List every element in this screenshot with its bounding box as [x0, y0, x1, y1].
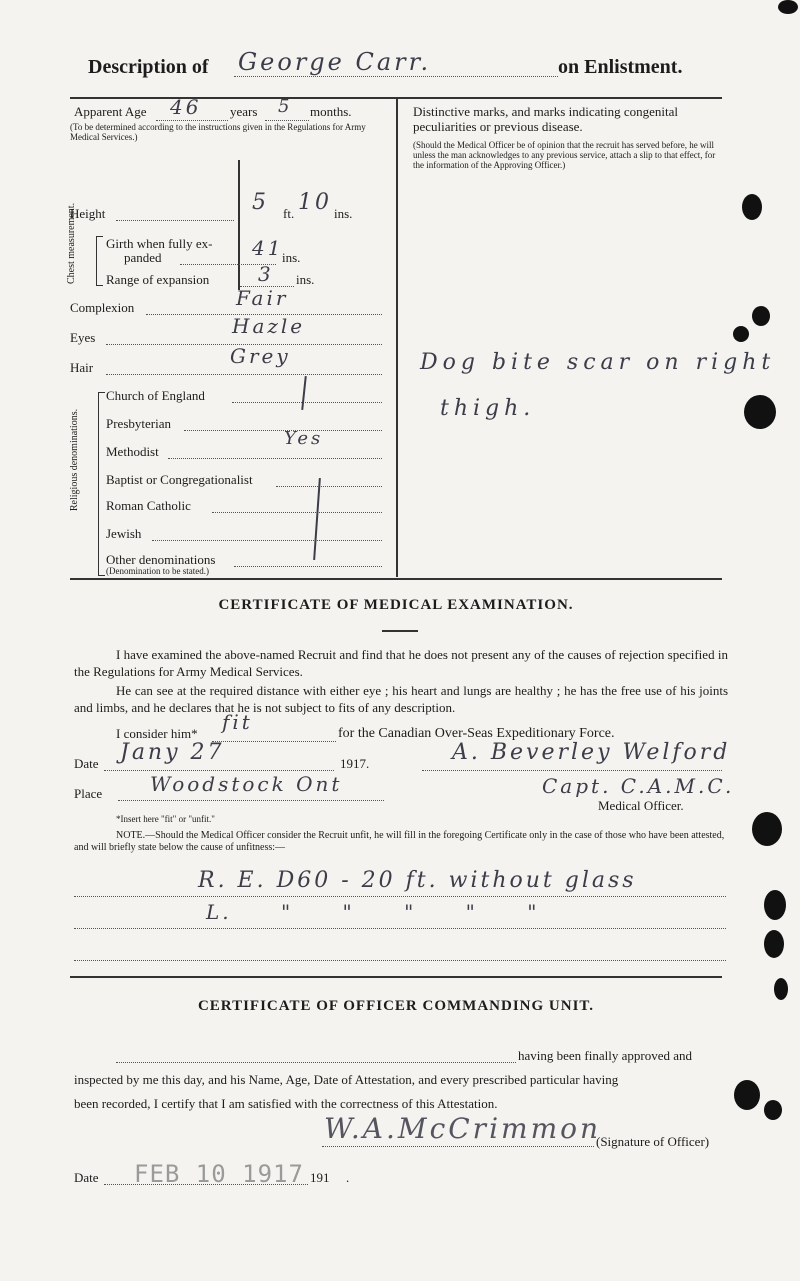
distinctive-marks-title-1: Distinctive marks, and marks indicating congenital: [413, 104, 678, 119]
date-line: [104, 770, 334, 771]
unfit-line-2: [74, 928, 726, 929]
eyes-value: Hazle: [232, 314, 306, 338]
medical-officer-label: Medical Officer.: [598, 798, 684, 813]
unfit-reason-1: R. E. D60 - 20 ft. without glass: [198, 868, 637, 893]
religion-label: Jewish: [106, 526, 142, 541]
medical-paragraph-1: I have examined the above-named Recruit and find that he does not present any of the causes of rejection specified in the Regulations for Army Medical Services.: [74, 647, 728, 679]
distinctive-marks-line-2: thigh.: [440, 396, 536, 421]
religion-line: [234, 566, 382, 567]
hair-label: Hair: [70, 360, 94, 375]
range-ins-label: ins.: [296, 272, 315, 287]
denomination-note: (Denomination to be stated.): [106, 566, 209, 576]
commanding-dot: .: [346, 1170, 350, 1185]
religion-line: [212, 512, 382, 513]
date-label: Date: [74, 756, 99, 771]
consider-value: fit: [222, 710, 253, 734]
name-line: [234, 76, 558, 77]
commanding-title: CERTIFICATE OF OFFICER COMMANDING UNIT.: [197, 998, 595, 1014]
place-value: Woodstock Ont: [150, 772, 343, 796]
title-ornament: [382, 630, 418, 632]
ink-blot-1: [742, 194, 762, 220]
distinctive-marks-title-2: peculiarities or previous disease.: [413, 119, 583, 134]
girth-label-1: Girth when fully ex-: [106, 236, 213, 251]
months-label: months.: [310, 104, 352, 119]
religion-label: Baptist or Congregationalist: [106, 472, 253, 487]
religion-line: [184, 430, 382, 431]
signature-line: [322, 1146, 594, 1147]
ink-blot-11: [778, 0, 798, 14]
age-months-value: 5: [278, 96, 293, 117]
age-years-value: 46: [170, 95, 202, 119]
date-value: Jany 27: [120, 740, 225, 765]
height-in-value: 10: [298, 190, 332, 215]
range-label: Range of expansion: [106, 272, 210, 287]
complexion-label: Complexion: [70, 300, 135, 315]
girth-label-2: panded: [124, 250, 162, 265]
eyes-label: Eyes: [70, 330, 96, 345]
ink-blot-3: [752, 306, 770, 326]
officer-rank: Capt. C.A.M.C.: [542, 774, 735, 798]
religion-value-methodist: Yes: [284, 428, 324, 449]
commanding-date-label: Date: [74, 1170, 99, 1185]
hair-value: Grey: [230, 344, 291, 368]
height-ft-value: 5: [252, 190, 269, 215]
ink-blot-5: [752, 812, 782, 846]
unfit-reason-2: L. " " " " ": [206, 900, 540, 924]
hair-line: [106, 374, 382, 375]
commanding-year-label: 191: [310, 1170, 330, 1185]
approved-line: [116, 1062, 516, 1063]
height-label: Height: [70, 206, 106, 221]
religion-bracket: [98, 392, 105, 576]
date-year: 1917.: [340, 756, 370, 771]
pen-stroke-upper: [301, 376, 307, 410]
religion-label: Methodist: [106, 444, 159, 459]
age-years-line: [156, 120, 228, 121]
girth-ins-label: ins.: [282, 250, 301, 265]
insert-note: *Insert here "fit" or "unfit.": [116, 814, 215, 824]
religion-line: [152, 540, 382, 541]
age-label: Apparent Age: [74, 104, 147, 119]
ink-blot-2: [733, 326, 749, 342]
consider-prefix: I consider him*: [116, 726, 198, 741]
section-rule-1: [70, 578, 722, 580]
distinctive-marks-note: (Should the Medical Officer be of opinion that the recruit has served before, he will unless the man acknowledges to any previous service, attach a slip to that effect, for the information of the Approving Officer.): [413, 140, 716, 170]
pen-stroke-lower: [313, 478, 321, 560]
religion-label: Other denominations: [106, 552, 216, 567]
officer-sign-line: [422, 770, 722, 771]
distinctive-marks-line-1: Dog bite scar on right: [420, 350, 776, 375]
unfit-line-1: [74, 896, 726, 897]
commanding-signature: W.A.McCrimmon: [324, 1112, 602, 1145]
unfit-line-3: [74, 960, 726, 961]
header-prefix: Description of: [88, 56, 209, 78]
religion-label: Roman Catholic: [106, 498, 191, 513]
religions-vertical-label: Religious denominations.: [69, 408, 80, 512]
recorded-text: been recorded, I certify that I am satisfied with the correctness of this Attestation.: [74, 1096, 498, 1111]
ink-blot-4: [744, 395, 776, 429]
name-value: George Carr.: [238, 48, 432, 76]
place-line: [118, 800, 384, 801]
years-label: years: [230, 104, 258, 119]
medical-title: CERTIFICATE OF MEDICAL EXAMINATION.: [218, 597, 574, 613]
age-note: (To be determined according to the instructions given in the Regulations for Army Medical Services.): [70, 122, 366, 142]
chest-bracket: [96, 236, 103, 286]
ink-blot-6: [764, 890, 786, 920]
ink-blot-10: [764, 1100, 782, 1120]
place-label: Place: [74, 786, 103, 801]
section-rule-2: [70, 976, 722, 978]
complexion-value: Fair: [236, 286, 289, 310]
ink-blot-7: [764, 930, 784, 958]
range-value: 3: [258, 262, 274, 286]
religion-line: [168, 458, 382, 459]
ins-label: ins.: [334, 206, 353, 221]
girth-value: 41: [252, 236, 284, 260]
signature-label: (Signature of Officer): [596, 1134, 710, 1149]
header-suffix: on Enlistment.: [558, 56, 683, 78]
ft-label: ft.: [283, 206, 295, 221]
consider-suffix: for the Canadian Over-Seas Expeditionary Force.: [338, 726, 615, 741]
height-bracket: [238, 160, 240, 290]
consider-line: [212, 741, 336, 742]
religion-line: [232, 402, 382, 403]
religion-label: Church of England: [106, 388, 205, 403]
religion-line: [276, 486, 382, 487]
medical-paragraph-2: He can see at the required distance with either eye ; his heart and lungs are healthy ; he has the free use of his joints and limbs, and he declares that he is not subject to fits of any description.: [74, 683, 728, 715]
chest-vertical-label: Chest measurement.: [66, 202, 77, 284]
officer-signature: A. Beverley Welford: [452, 740, 731, 765]
height-line: [116, 220, 234, 221]
column-divider: [396, 97, 398, 577]
ink-blot-8: [774, 978, 788, 1000]
religion-label: Presbyterian: [106, 416, 171, 431]
approved-text: having been finally approved and: [518, 1048, 692, 1063]
unfit-note: NOTE.—Should the Medical Officer consider the Recruit unfit, he will fill in the foregoing Certificate only in the case of those who have been attested, and will briefly state below the cause of unfitness:—: [74, 830, 725, 853]
inspected-text: inspected by me this day, and his Name, Age, Date of Attestation, and every prescribed particular having: [74, 1072, 619, 1087]
date-stamp: FEB 10 1917: [134, 1160, 304, 1188]
ink-blot-9: [734, 1080, 760, 1110]
document-header: [88, 50, 708, 82]
age-months-line: [265, 120, 309, 121]
